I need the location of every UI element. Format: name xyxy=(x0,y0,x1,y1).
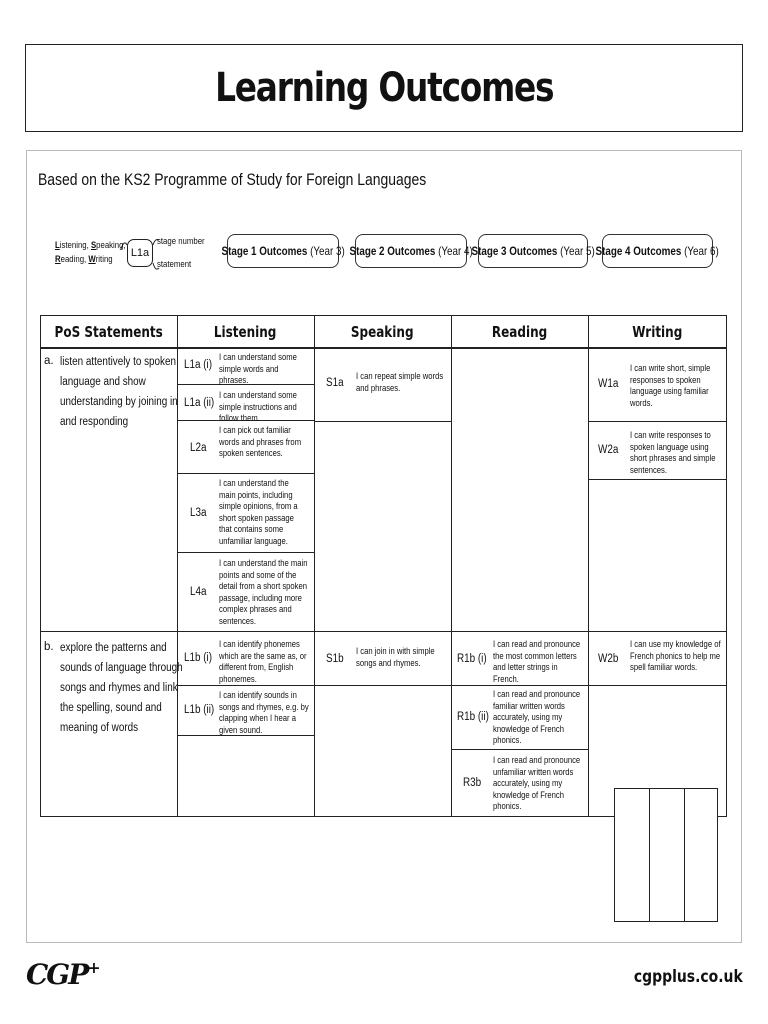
statement-s1a: I can repeat simple words and phrases. xyxy=(356,371,444,393)
statement-l1a-ii: I can understand some simple instructions and follow them. xyxy=(219,390,297,423)
code-l1b-i: L1b (i) xyxy=(184,652,213,664)
statement-l1a-i: I can understand some simple words and phrases. xyxy=(219,352,297,385)
code-key xyxy=(55,237,215,273)
stage-3-outcomes: Stage 3 Outcomes (Year 5) xyxy=(478,234,588,268)
statement-s1b: I can join in with simple songs and rhymes. xyxy=(356,646,435,668)
code-l1a-ii: L1a (ii) xyxy=(184,397,215,409)
statement-r3b: I can read and pronounce unfamiliar written words accurately, using my knowledge of French phonics. xyxy=(493,755,581,811)
code-s1a: S1a xyxy=(326,377,344,389)
header-reading: Reading xyxy=(491,322,548,341)
statement-l1b-i: I can identify phonemes which are the same as, or different from, English phonemes. xyxy=(219,639,307,684)
stage-4-outcomes: Stage 4 Outcomes (Year 6) xyxy=(602,234,713,268)
code-w2a: W2a xyxy=(598,444,619,456)
key-example-code: L1a xyxy=(127,239,153,267)
outcomes-table xyxy=(40,315,727,817)
header-pos-statements: PoS Statements xyxy=(54,322,163,341)
title-box xyxy=(25,44,743,132)
pos-a-text: listen attentively to spoken language and show understanding by joining in and responding xyxy=(60,356,178,428)
key-stage-number-label: stage number xyxy=(157,236,205,247)
footer-url: cgpplus.co.uk xyxy=(634,967,743,987)
decorative-box xyxy=(614,788,718,922)
statement-w2b: I can use my knowledge of French phonics to help me spell familiar words. xyxy=(630,639,721,672)
statement-l1b-ii: I can identify sounds in songs and rhymes, e.g. by clapping when I hear a given sound. xyxy=(219,690,309,735)
code-l1b-ii: L1b (ii) xyxy=(184,704,215,716)
code-w1a: W1a xyxy=(598,378,619,390)
header-speaking: Speaking xyxy=(351,322,414,341)
statement-l3a: I can understand the main points, including simple opinions, from a short spoken passage that contains some unfamiliar language. xyxy=(219,478,298,546)
code-l3a: L3a xyxy=(190,507,207,519)
header-listening: Listening xyxy=(214,322,277,341)
code-s1b: S1b xyxy=(326,653,344,665)
pos-a-letter: a. xyxy=(44,355,54,367)
statement-r1b-ii: I can read and pronounce familiar written words accurately, using my knowledge of French phonics. xyxy=(493,689,581,745)
stage-1-outcomes: Stage 1 Outcomes (Year 3) xyxy=(227,234,339,268)
code-r1b-ii: R1b (ii) xyxy=(457,711,489,723)
stage-2-outcomes: Stage 2 Outcomes (Year 4) xyxy=(355,234,467,268)
code-l2a: L2a xyxy=(190,442,207,454)
key-skills-legend: Listening, Speaking, Reading, Writing xyxy=(55,240,126,265)
statement-l2a: I can pick out familiar words and phrases from spoken sentences. xyxy=(219,425,302,458)
code-l4a: L4a xyxy=(190,586,207,598)
cgp-logo: CGP+ xyxy=(26,958,99,991)
statement-l4a: I can understand the main points and some of the detail from a short spoken passage, including more complex phrases and sentences. xyxy=(219,558,308,626)
subtitle: Based on the KS2 Programme of Study for Foreign Languages xyxy=(38,170,427,189)
code-l1a-i: L1a (i) xyxy=(184,359,213,371)
statement-w2a: I can write responses to spoken language using short phrases and simple sentences. xyxy=(630,430,716,475)
header-writing: Writing xyxy=(632,322,683,341)
code-r3b: R3b xyxy=(463,777,482,789)
code-r1b-i: R1b (i) xyxy=(457,653,487,665)
key-statement-label: statement xyxy=(157,259,192,270)
code-w2b: W2b xyxy=(598,653,619,665)
pos-b-letter: b. xyxy=(44,641,54,653)
pos-b-text: explore the patterns and sounds of language through songs and rhymes and link the spelling, sound and meaning of words xyxy=(60,642,183,734)
statement-r1b-i: I can read and pronounce the most common letters and letter strings in French. xyxy=(493,639,581,684)
page-title: Learning Outcomes xyxy=(214,65,554,111)
statement-w1a: I can write short, simple responses to spoken language using familiar words. xyxy=(630,363,711,408)
